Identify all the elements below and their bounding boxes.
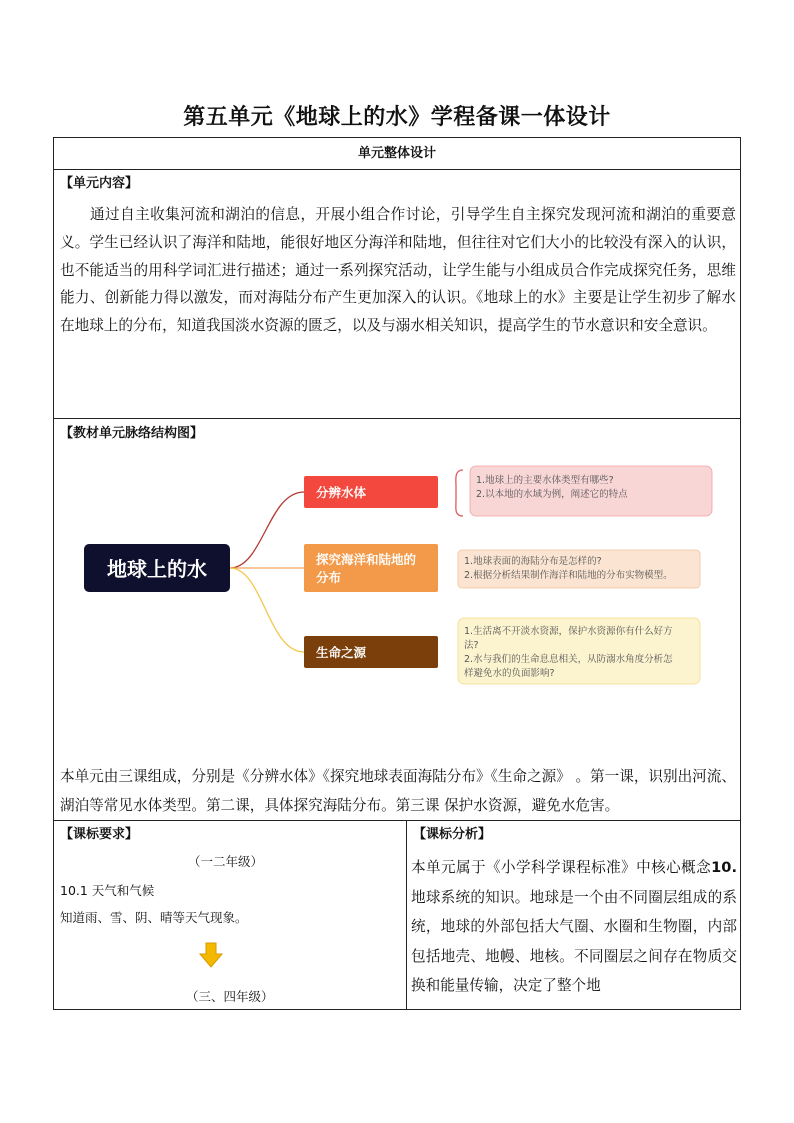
- grade-level-3-4: （三、四年级）: [186, 989, 274, 1004]
- connector-line: [230, 492, 304, 568]
- branch-2-note-line: 1.地球表面的海陆分布是怎样的?: [464, 556, 602, 567]
- branch-1-note-line: 1.地球上的主要水体类型有哪些?: [476, 475, 614, 486]
- structure-mind-map: [78, 456, 718, 696]
- branch-node-1-label: 分辨水体: [316, 485, 367, 500]
- branch-node-2-label: 分布: [316, 570, 342, 585]
- branch-3-note-line: 法?: [464, 640, 479, 651]
- branch-1-note-line: 2.以本地的水域为例，阐述它的特点: [476, 489, 628, 500]
- requirement-text: 知道雨、雪、阴、晴等天气现象。: [60, 910, 248, 925]
- table-divider: [53, 169, 741, 170]
- requirement-code: 10.1 天气和气候: [60, 883, 155, 898]
- unit-content-text: 通过自主收集河流和湖泊的信息，开展小组合作讨论，引导学生自主探究发现河流和湖泊的重要意义。学生已经认识了海洋和陆地，能很好地区分海洋和陆地，但往往对它们大小的比较没有深入的认识，也不能适当的用科学词汇进行描述；通过一系列探究活动，让学生能与小组成员合作完成探究任务，思维能力、创新能力得以激发，而对海陆分布产生更加深入的认识。《地球上的水》主要是让学生初步了解水在地球上的分布，知道我国淡水资源的匮乏，以及与溺水相关知识，提高学生的节水意识和安全意识。: [60, 206, 736, 335]
- table-divider: [53, 418, 741, 419]
- structure-summary: 本单元由三课组成，分别是《分辨水体》《探究地球表面海陆分布》《生命之源》 。第一课，识别出河流、湖泊等常见水体类型。第二课，具体探究海陆分布。第三课 保护水资源，避免水危害。: [60, 768, 736, 814]
- arrow-down-icon: [199, 942, 223, 968]
- branch-2-note-line: 2.根据分析结果制作海洋和陆地的分布实物模型。: [464, 570, 673, 581]
- table-divider: [53, 820, 741, 821]
- branch-3-note-line: 1.生活离不开淡水资源，保护水资源你有什么好方: [464, 626, 673, 637]
- root-node-label: 地球上的水: [107, 557, 207, 581]
- connector-line: [230, 568, 304, 652]
- grade-level-1-2: （一二年级）: [188, 854, 264, 869]
- curriculum-requirements-label: 【课标要求】: [60, 827, 139, 842]
- structure-map-label: 【教材单元脉络结构图】: [60, 426, 204, 441]
- analysis-text-part: 本单元属于《小学科学课程标准》中核心概念: [411, 859, 712, 876]
- branch-node-2-label: 探究海洋和陆地的: [316, 552, 417, 567]
- section-header: 单元整体设计: [357, 146, 436, 161]
- column-divider: [406, 820, 407, 1010]
- branch-3-note-line: 样避免水的负面影响?: [464, 668, 555, 679]
- curriculum-analysis-text: [411, 853, 737, 1001]
- analysis-text-bold: 10.: [711, 859, 737, 876]
- unit-content-label: 【单元内容】: [60, 176, 139, 191]
- branch-node-3-label: 生命之源: [316, 645, 367, 660]
- branch-3-note-line: 2.水与我们的生命息息相关，从防溺水角度分析怎: [464, 654, 673, 665]
- curriculum-analysis-label: 【课标分析】: [413, 827, 492, 842]
- document-title: 第五单元《地球上的水》学程备课一体设计: [183, 105, 611, 130]
- analysis-text-part: 地球系统的知识。地球是一个由不同圈层组成的系统，地球的外部包括大气圈、水圈和生物圈，内部包括地壳、地幔、地核。不同圈层之间存在物质交换和能量传输，决定了整个地: [411, 888, 737, 995]
- bracket-line: [456, 470, 463, 516]
